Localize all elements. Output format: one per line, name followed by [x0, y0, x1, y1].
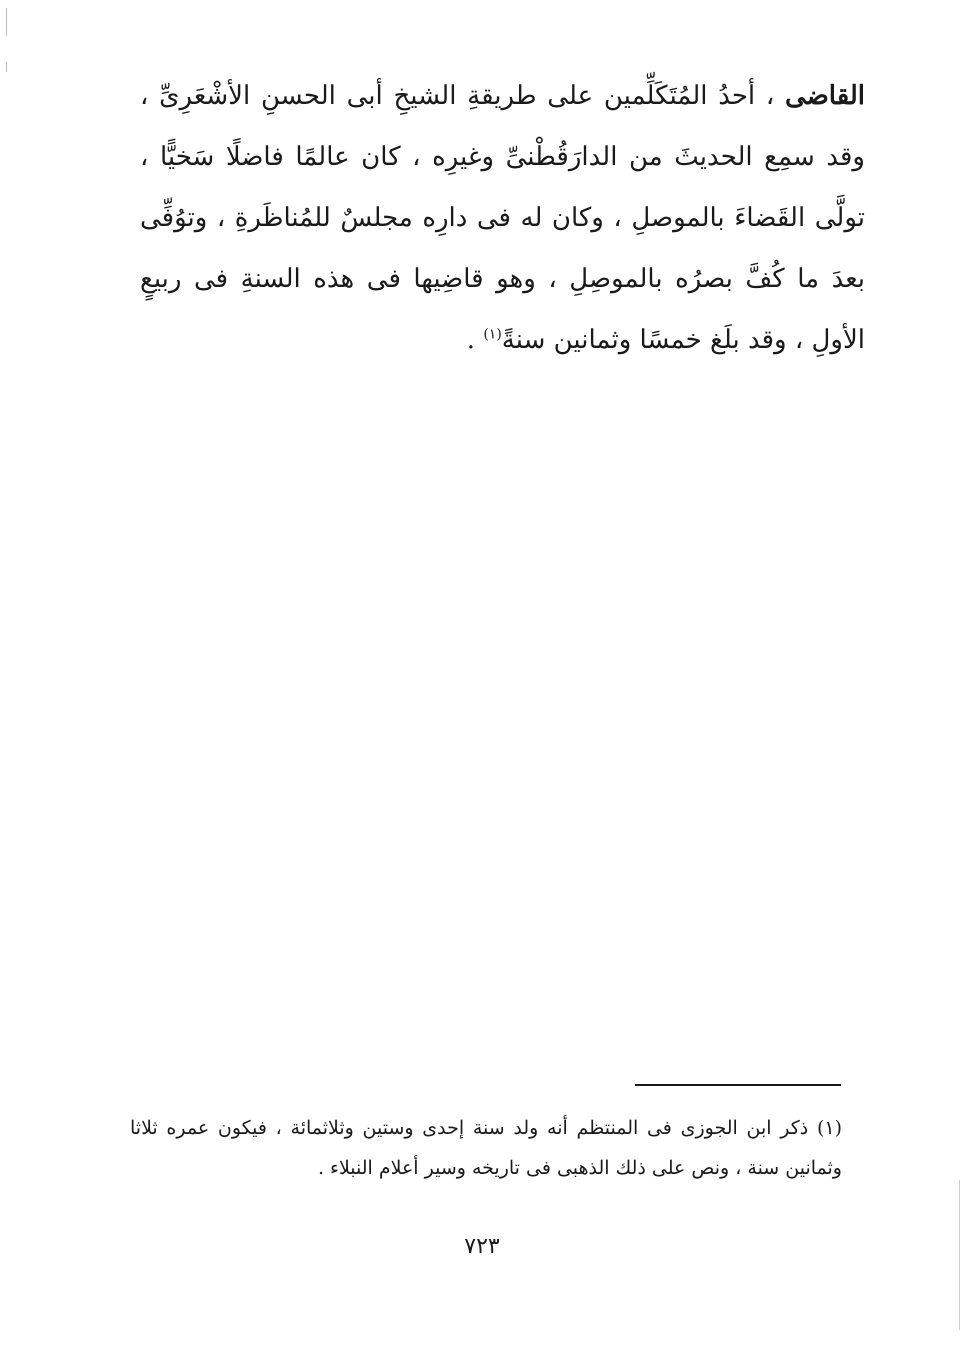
scan-edge-mark-right — [959, 1180, 960, 1330]
footnotes-block — [130, 1108, 842, 1188]
scan-edge-mark-mid — [6, 62, 7, 72]
footnote-separator — [635, 1084, 841, 1086]
footnote-reference: (١) — [483, 326, 502, 343]
main-paragraph — [140, 66, 865, 371]
page-number: ٧٢٣ — [464, 1234, 500, 1259]
paragraph-end: . — [466, 325, 484, 355]
name-heading: القاضى — [785, 81, 866, 111]
main-text-block — [140, 66, 865, 371]
footnote-1: (١) ذكر ابن الجوزى فى المنتظم أنه ولد سنة إحدى وستين وثلاثمائة ، فيكون عمره ثلاثا وثمانين سنة ، ونص على ذلك الذهبى فى تاريخه وسير أعلام النبلاء . — [130, 1117, 842, 1179]
paragraph-body: ، أحدُ المُتَكَلِّمين على طريقةِ الشيخِ أبى الحسنِ الأشْعَرِىِّ ، وقد سمِع الحديثَ من الدارَقُطْنىِّ وغيرِه ، كان عالمًا فاضلًا سَخيًّا ، تولَّى القَضاءَ بالموصلِ ، وكان له فى دارِه مجلسٌ للمُناظَرةِ ، وتوُفِّى بعدَ ما كُفَّ بصرُه بالموصِلِ ، وهو قاضِيها فى هذه السنةِ فى ربيعٍ الأولِ ، وقد بلَغ خمسًا وثمانين سنةً — [140, 81, 865, 355]
scan-edge-mark-top — [6, 8, 7, 36]
